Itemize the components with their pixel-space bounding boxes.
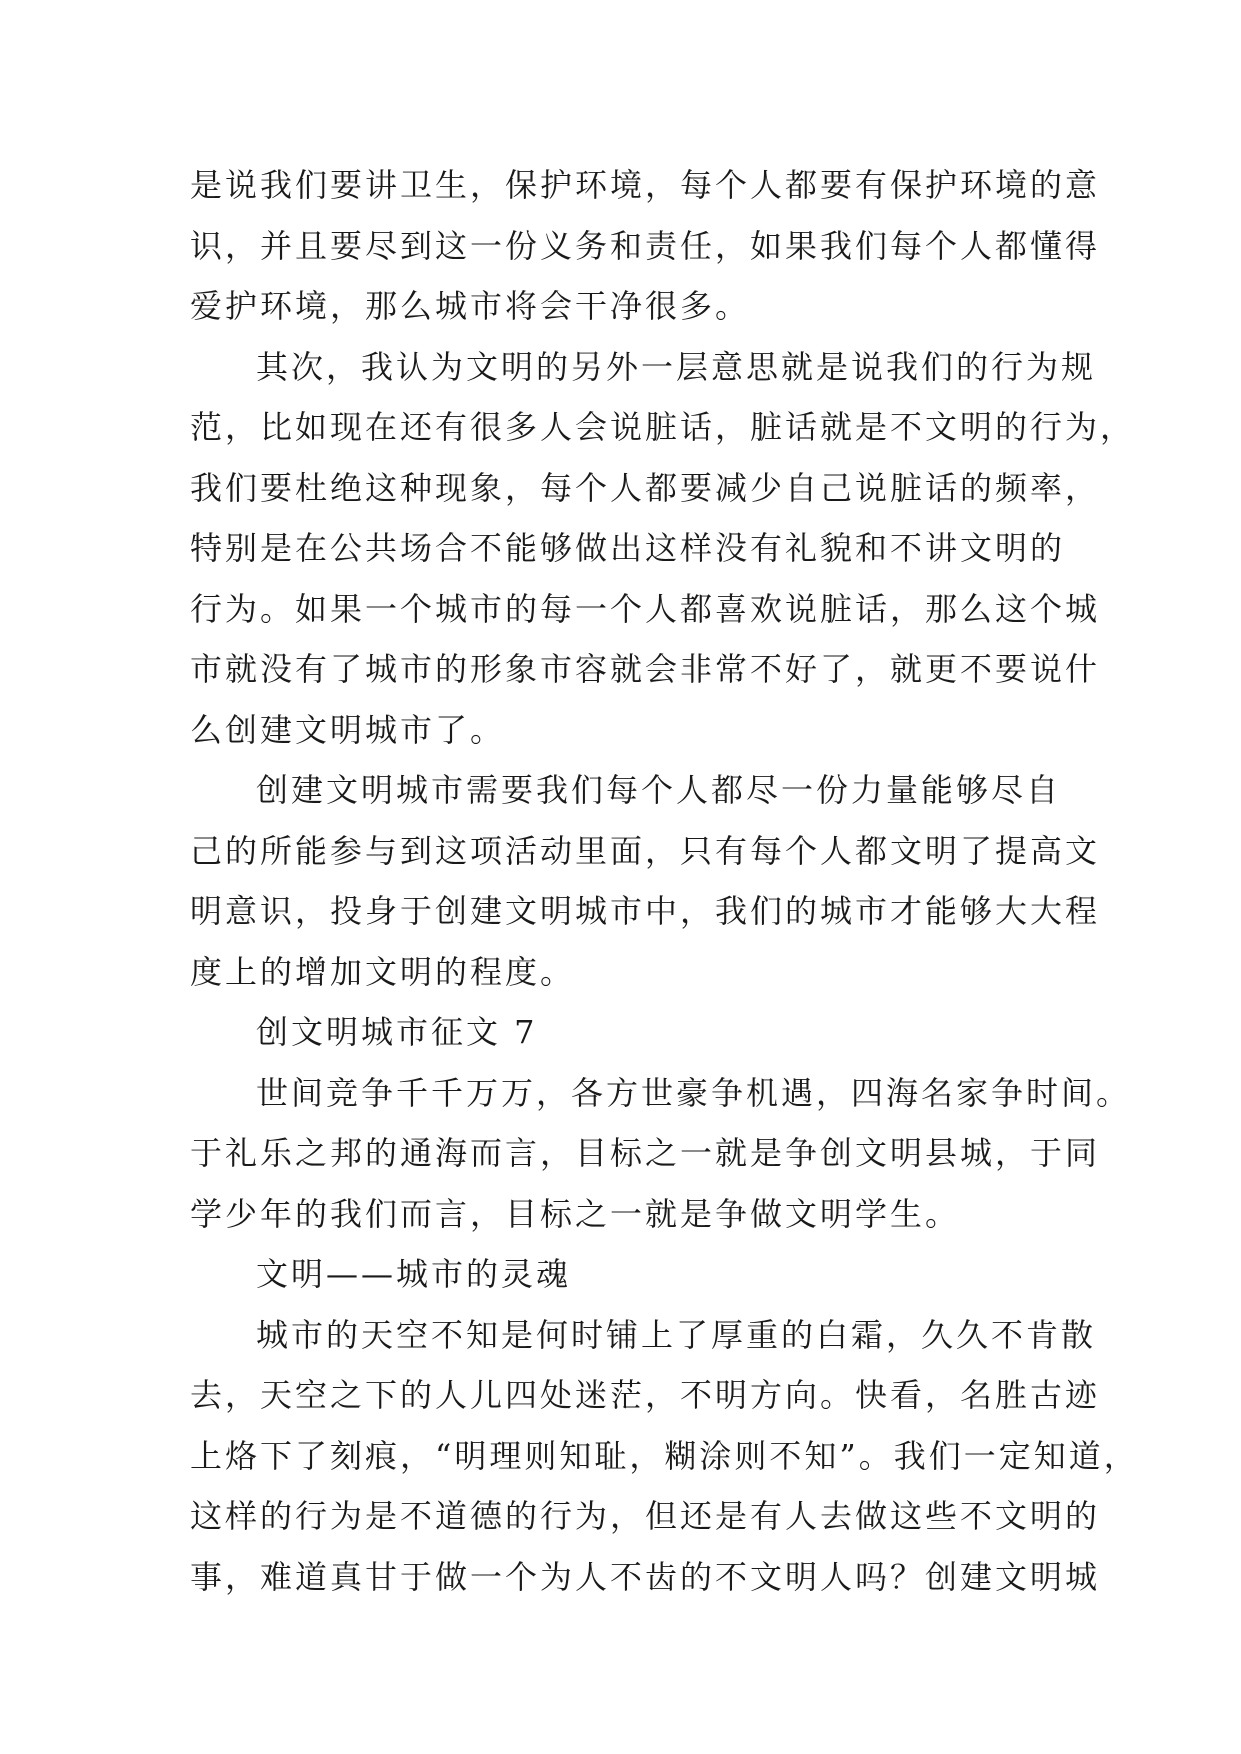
paragraph-start-line: 其次，我认为文明的另外一层意思就是说我们的行为规 [256, 347, 1097, 386]
paragraph-start-line: 城市的天空不知是何时铺上了厚重的白霜，久久不肯散 [256, 1315, 1097, 1354]
text-line: 市就没有了城市的形象市容就会非常不好了，就更不要说什 [190, 650, 1101, 688]
text-line: 范，比如现在还有很多人会说脏话，脏话就是不文明的行为， [190, 408, 1136, 446]
text-line: 事，难道真甘于做一个为人不齿的不文明人吗？创建文明城 [190, 1557, 1101, 1596]
text-line: 我们要杜绝这种现象，每个人都要减少自己说脏话的频率， [190, 468, 1101, 507]
text-line: 学少年的我们而言，目标之一就是争做文明学生。 [190, 1194, 961, 1233]
text-line: 明意识，投身于创建文明城市中，我们的城市才能够大大程 [190, 892, 1101, 930]
section-heading: 创文明城市征文 7 [256, 1013, 538, 1051]
text-line: 行为。如果一个城市的每一个人都喜欢说脏话，那么这个城 [190, 589, 1101, 628]
essay-body [190, 155, 1139, 1607]
paragraph-start-line: 创建文明城市需要我们每个人都尽一份力量能够尽自 [256, 771, 1062, 809]
text-line: 是说我们要讲卫生，保护环境，每个人都要有保护环境的意 [190, 166, 1101, 204]
text-line: 度上的增加文明的程度。 [190, 952, 576, 991]
text-line: 去，天空之下的人儿四处迷茫，不明方向。快看，名胜古迹 [190, 1376, 1101, 1414]
text-line: 上烙下了刻痕，“明理则知耻，糊涂则不知”。我们一定知道， [190, 1436, 1139, 1475]
text-line: 爱护环境，那么城市将会干净很多。 [190, 287, 751, 325]
text-line: 特别是在公共场合不能够做出这样没有礼貌和不讲文明的 [190, 529, 1066, 567]
text-line: 么创建文明城市了。 [190, 710, 506, 749]
text-line: 这样的行为是不道德的行为，但还是有人去做这些不文明的 [190, 1497, 1101, 1535]
subheading: 文明——城市的灵魂 [256, 1255, 572, 1293]
text-line: 己的所能参与到这项活动里面，只有每个人都文明了提高文 [190, 831, 1101, 870]
paragraph-start-line: 世间竞争千千万万，各方世豪争机遇，四海名家争时间。 [256, 1073, 1132, 1112]
text-line: 于礼乐之邦的通海而言，目标之一就是争创文明县城，于同 [190, 1134, 1101, 1172]
text-line: 识，并且要尽到这一份义务和责任，如果我们每个人都懂得 [190, 226, 1101, 265]
